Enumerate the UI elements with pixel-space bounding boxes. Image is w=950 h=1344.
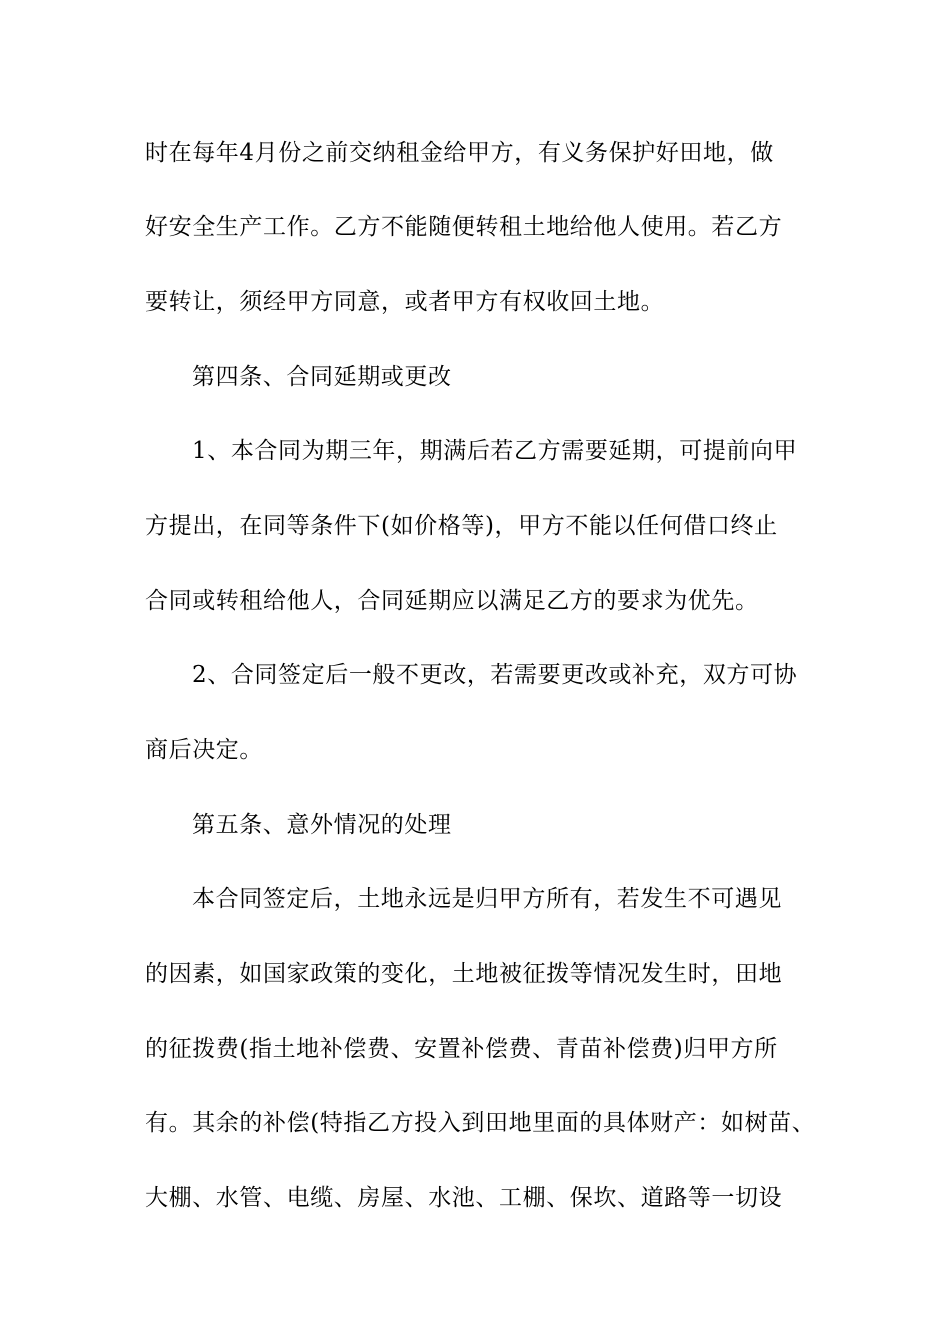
- paragraph-line: 时在每年4月份之前交纳租金给甲方，有义务保护好田地，做: [145, 140, 774, 166]
- paragraph-line: 大棚、水管、电缆、房屋、水池、工棚、保坎、道路等一切设: [145, 1185, 783, 1211]
- paragraph-line: 的因素，如国家政策的变化，土地被征拨等情况发生时，田地: [145, 961, 783, 987]
- paragraph-line: 方提出，在同等条件下(如价格等)，甲方不能以任何借口终止: [145, 513, 778, 539]
- paragraph-line: 商后决定。: [145, 737, 263, 763]
- paragraph-line: 本合同签定后，土地永远是归甲方所有，若发生不可遇见: [192, 886, 782, 912]
- paragraph-line: 有。其余的补偿(特指乙方投入到田地里面的具体财产：如树苗、: [145, 1110, 816, 1136]
- paragraph-line: 合同或转租给他人，合同延期应以满足乙方的要求为优先。: [145, 588, 759, 614]
- section-heading: 第四条、合同延期或更改: [192, 364, 452, 390]
- paragraph-line: 1、本合同为期三年，期满后若乙方需要延期，可提前向甲: [192, 438, 798, 464]
- paragraph-line: 好安全生产工作。乙方不能随便转租土地给他人使用。若乙方: [145, 214, 783, 240]
- paragraph-line: 要转让，须经甲方同意，或者甲方有权收回土地。: [145, 289, 665, 315]
- paragraph-line: 的征拨费(指土地补偿费、安置补偿费、青苗补偿费)归甲方所: [145, 1036, 778, 1062]
- section-heading: 第五条、意外情况的处理: [192, 812, 452, 838]
- paragraph-line: 2、合同签定后一般不更改，若需要更改或补充，双方可协: [192, 662, 798, 688]
